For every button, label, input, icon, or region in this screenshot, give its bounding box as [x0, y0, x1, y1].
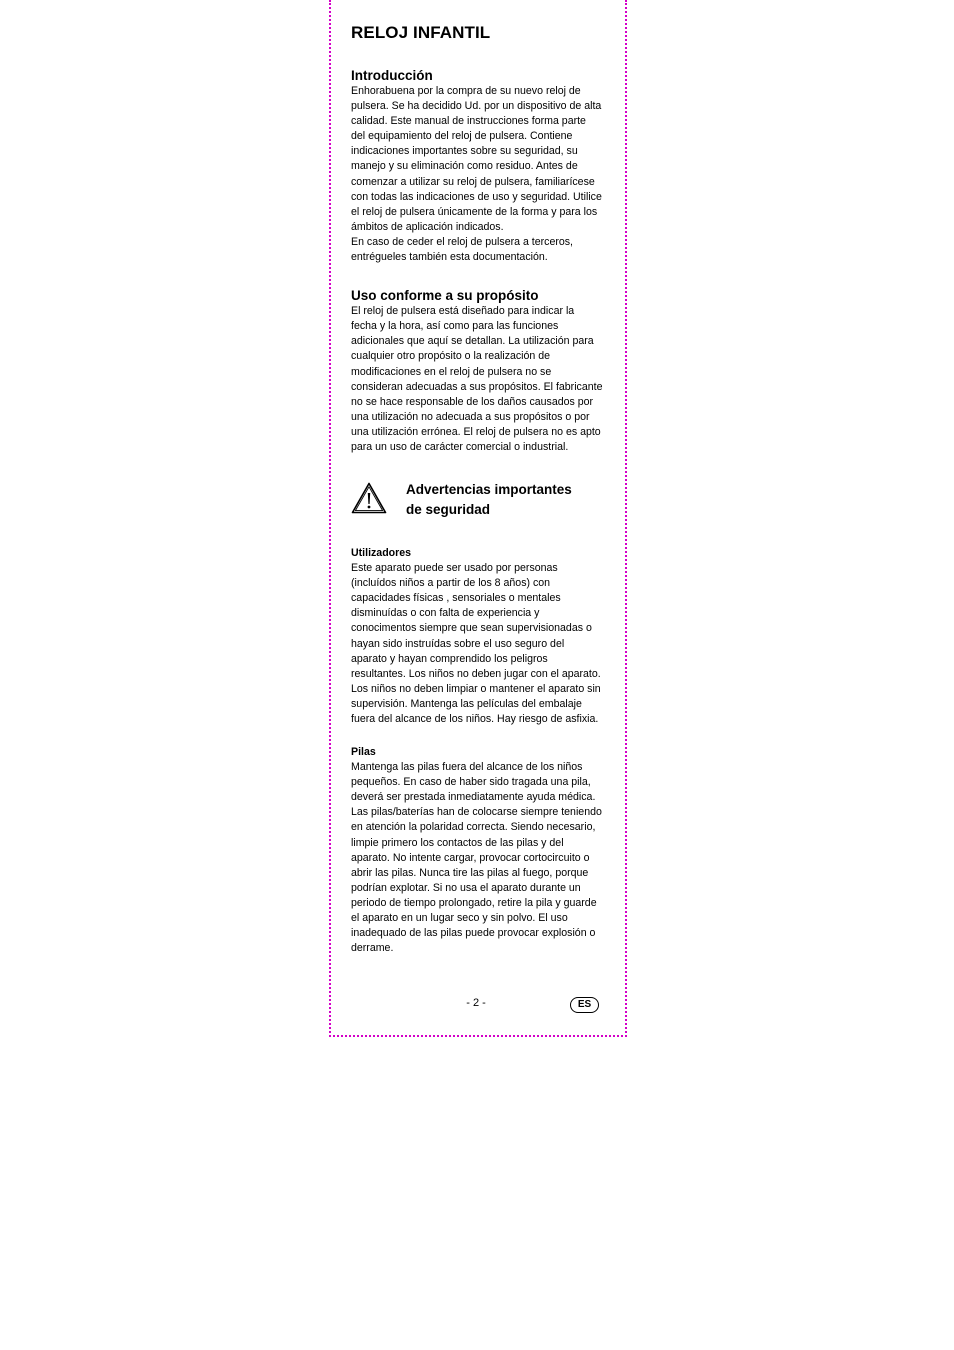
batteries-paragraph: Las pilas/baterías han de colocarse siempre teniendo en atención la polaridad correcta. Siendo necesario, limpie primero los contactos de las pilas y del aparato. No intente cargar, provocar cortocircuito o abrir las pilas. Nunca tire las pilas al fuego, porque podrían explotar. Si no usa el aparato durante un periodo de tiempo prolongado, retire la pila y guarde el aparato en un lugar seco y sin polvo. El uso inadequado de las pilas puede provocar explosión o derrame. [351, 806, 602, 955]
safety-heading-block [351, 480, 603, 530]
safety-heading-line: Advertencias importantes [406, 482, 572, 498]
intro-section [351, 68, 603, 265]
purpose-paragraph: El reloj de pulsera está diseñado para indicar la fecha y la hora, así como para las funciones adicionales que aquí se detallan. La utilización para cualquier otro propósito o la realización de modificaciones en el reloj de pulsera no se consideran adecuadas a sus propósitos. El fabricante no se hace responsable de los daños causados por una utilización no adecuada a sus propósitos o por una utilización errónea. El reloj de pulsera no es apto para un uso de carácter comercial o industrial. [351, 305, 603, 453]
page-footer [351, 996, 599, 1016]
batteries-paragraph: Mantenga las pilas fuera del alcance de los niños pequeños. En caso de haber sido tragada una pila, deverá ser prestada inmediatamente ayuda médica. [351, 761, 596, 804]
safety-heading-line: de seguridad [406, 502, 491, 518]
language-badge: ES [570, 997, 599, 1013]
warning-triangle-icon [351, 482, 387, 514]
batteries-heading: Pilas [351, 746, 376, 759]
users-section [351, 546, 603, 727]
safety-heading [406, 480, 606, 520]
users-heading: Utilizadores [351, 547, 412, 560]
document-title: RELOJ INFANTIL [351, 23, 491, 42]
intro-heading: Introducción [351, 68, 433, 83]
page-number: - 2 - [466, 997, 486, 1009]
page-content [351, 22, 603, 968]
purpose-heading: Uso conforme a su propósito [351, 288, 539, 304]
users-paragraph: Este aparato puede ser usado por personas (incluídos niños a partir de los 8 años) con capacidades físicas , sensoriales o mentales disminuídas o con falta de experiencia y conocimentos siempre que sean supervisionadas o hayan sido instruídas sobre el uso seguro del aparato y hayan comprendido los peligros resultantes. Los niños no deben jugar con el aparato. Los niños no deben limpiar o mantener el aparato sin supervisión. Mantenga las películas del embalaje fuera del alcance de los niños. Hay riesgo de asfixia. [351, 562, 601, 725]
intro-paragraph: En caso de ceder el reloj de pulsera a terceros, entrégueles también esta documentación. [351, 235, 574, 264]
intro-paragraph: Enhorabuena por la compra de su nuevo reloj de pulsera. Se ha decidido Ud. por un dispositivo de alta calidad. Este manual de instrucciones forma parte del equipamiento del reloj de pulsera. Contiene indicaciones importantes sobre su seguridad, su manejo y su eliminación como residuo. Antes de comenzar a utilizar su reloj de pulsera, familiarícese con todas las indicaciones de uso y seguridad. Utilice el reloj de pulsera únicamente de la forma y para los ámbitos de aplicación indicados. [351, 85, 602, 233]
purpose-section [351, 288, 603, 455]
batteries-section [351, 745, 603, 956]
